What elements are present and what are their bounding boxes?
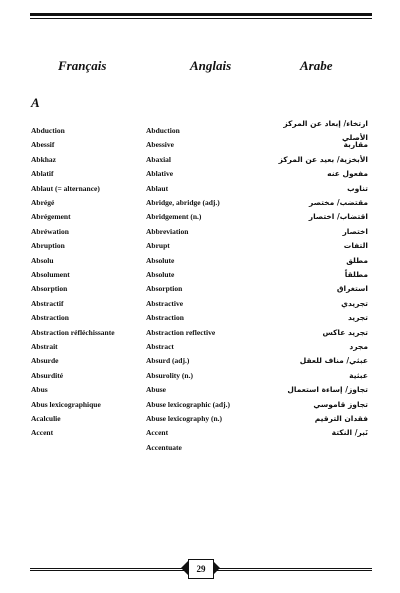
footer-rule-left-2 <box>30 570 185 571</box>
arabic-term: الأبخزية/ بعيد عن المركز <box>278 154 368 164</box>
top-rule-thin <box>30 18 372 19</box>
arabic-term: مقاربة <box>343 140 368 150</box>
arabic-term: عبثية <box>349 370 368 380</box>
table-row <box>0 254 400 268</box>
table-row <box>0 398 400 412</box>
english-term: Absurd (adj.) <box>146 356 190 366</box>
table-row <box>0 119 400 142</box>
arabic-term: مقتضب/ مختصر <box>309 198 368 207</box>
french-term: Abkhaz <box>31 154 57 164</box>
english-term: Abrupt <box>146 241 170 251</box>
french-term: Abus <box>31 385 48 395</box>
french-term: Ablatif <box>31 169 54 179</box>
table-row <box>0 282 400 296</box>
table-row <box>0 239 400 253</box>
table-row <box>0 340 400 354</box>
header-french: Français <box>58 58 107 73</box>
french-term: Absurde <box>31 356 59 366</box>
table-row <box>0 167 400 181</box>
french-term: Absurdité <box>31 370 64 380</box>
english-term: Abbreviation <box>146 226 189 236</box>
arabic-term: فقدان الترقيم <box>314 414 368 423</box>
french-term: Abruption <box>31 241 65 251</box>
arabic-term: مطلقاً <box>344 270 368 279</box>
french-term: Absolu <box>31 255 54 265</box>
english-term: Abaxial <box>146 154 172 164</box>
table-row <box>0 225 400 239</box>
arabic-term: تجريد عاكس <box>322 327 368 337</box>
arabic-term: نَبر/ النكتة <box>331 428 368 438</box>
arabic-term: اختصار <box>342 226 368 236</box>
arabic-term: تجريدي <box>341 298 368 308</box>
table-row <box>0 354 400 368</box>
english-term: Abridge, abridge (adj.) <box>146 198 220 207</box>
arabic-term: عبثي/ مناف للعقل <box>299 356 368 366</box>
table-row <box>0 196 400 210</box>
left-ornament-icon <box>181 561 188 575</box>
top-rule-thick <box>30 13 372 16</box>
english-term: Abuse lexicography (n.) <box>146 414 223 423</box>
english-term: Abstract <box>146 342 174 351</box>
header-english: Anglais <box>190 58 232 73</box>
english-term: Abridgement (n.) <box>146 212 202 222</box>
table-row <box>0 138 400 152</box>
arabic-term-line1: ارتخاء/ إبعاد عن المركز <box>283 119 368 128</box>
french-term: Abstraction réfléchissante <box>31 327 115 337</box>
table-row <box>0 182 400 196</box>
french-term: Absorption <box>31 284 68 294</box>
page-footer <box>0 558 400 580</box>
english-term: Abuse lexicographic (adj.) <box>146 399 230 409</box>
arabic-term: مطلق <box>346 255 368 265</box>
french-term: Abstrait <box>31 342 58 351</box>
french-term: Acalculie <box>31 414 61 423</box>
header-arabic: Arabe <box>300 58 333 73</box>
table-row <box>0 311 400 325</box>
english-term: Ablaut <box>146 183 169 193</box>
arabic-term: مجرد <box>349 342 368 351</box>
table-row <box>0 297 400 311</box>
french-term: Absolument <box>31 270 70 279</box>
english-term: Abstraction <box>146 313 184 323</box>
table-row <box>0 153 400 167</box>
page-number: 29 <box>188 559 214 579</box>
table-row <box>0 412 400 426</box>
arabic-term: تجريد <box>347 313 368 323</box>
section-letter: A <box>31 95 40 110</box>
right-ornament-icon <box>213 561 220 575</box>
english-term: Abuse <box>146 385 167 395</box>
arabic-term: الأصلي <box>341 133 368 142</box>
english-term: Accent <box>146 428 169 438</box>
table-row <box>0 369 400 383</box>
french-term: Abrégement <box>31 212 71 222</box>
english-term: Absolute <box>146 270 175 279</box>
table-row <box>0 426 400 440</box>
arabic-term: تجاوز قاموسي <box>313 399 368 409</box>
french-term: Abessif <box>31 140 55 150</box>
table-row <box>0 210 400 224</box>
arabic-term: اقتضاب/ اختصار <box>308 212 368 222</box>
footer-rule-right-2 <box>215 570 372 571</box>
french-term: Ablaut (= alternance) <box>31 183 100 193</box>
french-term: Abstractif <box>31 298 64 308</box>
french-term: Abus lexicographique <box>31 399 101 409</box>
arabic-term: تناوب <box>347 183 368 193</box>
footer-rule-left <box>30 568 185 569</box>
english-term: Abstractive <box>146 298 184 308</box>
footer-rule-right <box>215 568 372 569</box>
french-term: Abrégé <box>31 198 55 207</box>
arabic-term: التفات <box>343 241 368 251</box>
table-row <box>0 383 400 397</box>
table-row <box>0 441 400 455</box>
english-term: Absurolity (n.) <box>146 370 193 380</box>
english-term: Abstraction reflective <box>146 327 216 337</box>
french-term: Abstraction <box>31 313 69 323</box>
french-term: Abréwation <box>31 226 69 236</box>
english-term: Abduction <box>146 126 180 135</box>
table-row <box>0 268 400 282</box>
table-row <box>0 326 400 340</box>
english-term: Absolute <box>146 255 175 265</box>
english-term: Absorption <box>146 284 183 294</box>
french-term: Accent <box>31 428 54 438</box>
french-term: Abduction <box>31 126 65 135</box>
arabic-term: تجاوز/ إساءة استعمال <box>287 385 368 395</box>
arabic-term: استغراق <box>336 284 368 294</box>
column-headers <box>0 58 400 78</box>
english-term: Abessive <box>146 140 174 150</box>
arabic-term: مفعول عنه <box>327 169 368 179</box>
english-term: Accentuate <box>146 442 182 452</box>
english-term: Ablative <box>146 169 174 179</box>
